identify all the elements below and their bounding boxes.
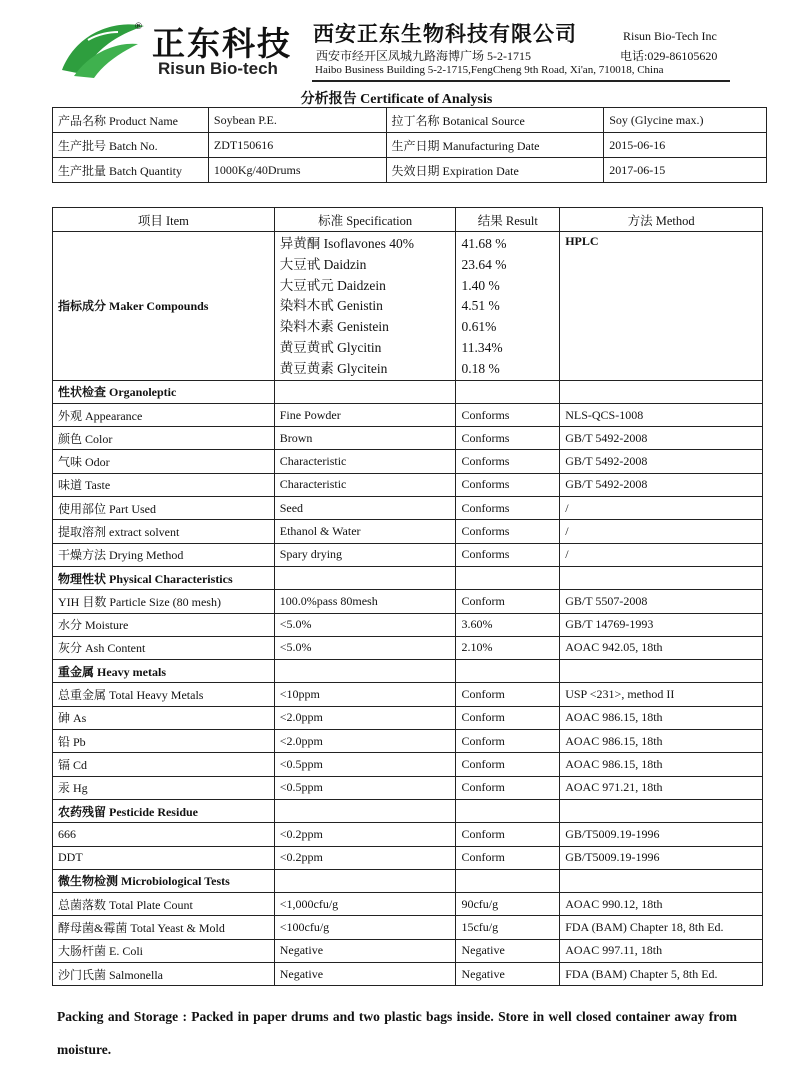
- info-label: 产品名称 Product Name: [53, 108, 209, 133]
- result-cell: Negative: [456, 963, 560, 986]
- item-cell: 灰分 Ash Content: [53, 636, 275, 659]
- empty-cell: [560, 869, 763, 892]
- assay-spec: 黄豆黄素 Glycitein: [279, 360, 388, 376]
- result-cell: 90cfu/g: [456, 893, 560, 916]
- item-cell: 大肠杆菌 E. Coli: [53, 939, 275, 962]
- table-row: [53, 497, 763, 520]
- empty-cell: [456, 380, 560, 403]
- info-label: 失效日期 Expiration Date: [386, 158, 604, 183]
- spec-cell: Fine Powder: [274, 403, 456, 426]
- spec-cell: Ethanol & Water: [274, 520, 456, 543]
- assay-spec: 黄豆黄甙 Glycitin: [279, 339, 382, 355]
- result-cell: Conform: [456, 706, 560, 729]
- assay-spec: 染料木素 Genistein: [279, 319, 389, 335]
- method-cell: GB/T5009.19-1996: [560, 823, 763, 846]
- column-header: 结果 Result: [456, 208, 560, 232]
- result-cell: Conforms: [456, 403, 560, 426]
- address-cn: 西安市经开区凤城九路海博广场 5-2-1715: [316, 49, 531, 63]
- result-cell: Conform: [456, 753, 560, 776]
- empty-cell: [456, 869, 560, 892]
- document-title: 分析报告 Certificate of Analysis: [300, 92, 493, 107]
- spec-cell: <5.0%: [274, 636, 456, 659]
- info-row: [53, 108, 767, 133]
- item-cell: DDT: [53, 846, 275, 869]
- result-cell: Conforms: [456, 543, 560, 566]
- item-cell: 水分 Moisture: [53, 613, 275, 636]
- assay-result: 23.64 %: [461, 256, 507, 272]
- table-row: [53, 846, 763, 869]
- assay-result: 41.68 %: [461, 236, 507, 251]
- info-label: 生产批量 Batch Quantity: [53, 158, 209, 183]
- table-row: [53, 823, 763, 846]
- method-cell: GB/T5009.19-1996: [560, 846, 763, 869]
- assay-row: [53, 232, 763, 381]
- phone-number: 电话:029-86105620: [620, 49, 718, 63]
- empty-cell: [456, 799, 560, 822]
- section-header-row: [53, 566, 763, 589]
- spec-cell: <0.5ppm: [274, 776, 456, 799]
- item-cell: YIH 目数 Particle Size (80 mesh): [53, 590, 275, 613]
- info-row: [53, 158, 767, 183]
- method-cell: AOAC 971.21, 18th: [560, 776, 763, 799]
- method-cell: GB/T 5492-2008: [560, 473, 763, 496]
- item-cell: 沙门氏菌 Salmonella: [53, 963, 275, 986]
- assay-result: 1.40 %: [461, 277, 500, 293]
- column-header: 方法 Method: [560, 208, 763, 232]
- result-cell: Conforms: [456, 427, 560, 450]
- empty-cell: [274, 566, 456, 589]
- company-name-en: Risun Bio-Tech Inc: [623, 29, 717, 43]
- info-value: 1000Kg/40Drums: [208, 158, 386, 183]
- method-cell: AOAC 986.15, 18th: [560, 730, 763, 753]
- item-cell: 味道 Taste: [53, 473, 275, 496]
- table-row: [53, 590, 763, 613]
- method-cell: /: [560, 520, 763, 543]
- empty-cell: [274, 869, 456, 892]
- table-row: [53, 520, 763, 543]
- empty-cell: [456, 566, 560, 589]
- table-row: [53, 427, 763, 450]
- table-row: [53, 730, 763, 753]
- result-cell: Conform: [456, 590, 560, 613]
- method-cell: USP <231>, method II: [560, 683, 763, 706]
- spec-cell: <0.2ppm: [274, 823, 456, 846]
- method-cell: GB/T 14769-1993: [560, 613, 763, 636]
- result-cell: 3.60%: [456, 613, 560, 636]
- table-row: [53, 683, 763, 706]
- empty-cell: [274, 660, 456, 683]
- result-cell: Conforms: [456, 473, 560, 496]
- result-cell: 2.10%: [456, 636, 560, 659]
- table-header-row: [53, 208, 763, 232]
- assay-method: HPLC: [560, 232, 763, 381]
- result-cell: Conform: [456, 776, 560, 799]
- spec-cell: Seed: [274, 497, 456, 520]
- item-cell: 干燥方法 Drying Method: [53, 543, 275, 566]
- method-cell: NLS-QCS-1008: [560, 403, 763, 426]
- section-header-row: [53, 799, 763, 822]
- method-cell: AOAC 990.12, 18th: [560, 893, 763, 916]
- info-label: 拉丁名称 Botanical Source: [386, 108, 604, 133]
- spec-cell: <2.0ppm: [274, 706, 456, 729]
- empty-cell: [560, 566, 763, 589]
- info-value: ZDT150616: [208, 133, 386, 158]
- assay-label: 指标成分 Maker Compounds: [53, 232, 275, 381]
- assay-result: 0.61%: [461, 319, 497, 335]
- analysis-table: [52, 207, 763, 986]
- item-cell: 砷 As: [53, 706, 275, 729]
- method-cell: /: [560, 497, 763, 520]
- empty-cell: [560, 799, 763, 822]
- item-cell: 总重金属 Total Heavy Metals: [53, 683, 275, 706]
- item-cell: 铅 Pb: [53, 730, 275, 753]
- spec-cell: Spary drying: [274, 543, 456, 566]
- result-cell: Conform: [456, 730, 560, 753]
- spec-cell: <100cfu/g: [274, 916, 456, 939]
- method-cell: FDA (BAM) Chapter 18, 8th Ed.: [560, 916, 763, 939]
- item-cell: 提取溶剂 extract solvent: [53, 520, 275, 543]
- spec-cell: <5.0%: [274, 613, 456, 636]
- empty-cell: [274, 799, 456, 822]
- table-row: [53, 893, 763, 916]
- section-header-row: [53, 380, 763, 403]
- method-cell: GB/T 5492-2008: [560, 427, 763, 450]
- packing-storage-note: Packing and Storage : Packed in paper drums and two plastic bags inside. Store in well closed container away from moisture.: [57, 1009, 737, 1057]
- spec-cell: Negative: [274, 963, 456, 986]
- company-name-cn: 西安正东生物科技有限公司: [313, 21, 577, 46]
- info-value: 2015-06-16: [604, 133, 767, 158]
- product-info-table: [52, 107, 767, 183]
- table-row: [53, 753, 763, 776]
- empty-cell: [560, 660, 763, 683]
- info-label: 生产日期 Manufacturing Date: [386, 133, 604, 158]
- section-title: 重金属 Heavy metals: [53, 660, 275, 683]
- spec-cell: 100.0%pass 80mesh: [274, 590, 456, 613]
- spec-cell: Characteristic: [274, 450, 456, 473]
- item-cell: 镉 Cd: [53, 753, 275, 776]
- spec-cell: <2.0ppm: [274, 730, 456, 753]
- info-label: 生产批号 Batch No.: [53, 133, 209, 158]
- brand-name-cn: 正东科技: [152, 24, 292, 63]
- assay-result: 0.18 %: [461, 360, 500, 376]
- result-cell: Conforms: [456, 450, 560, 473]
- registered-mark: ®: [134, 22, 143, 32]
- assay-result: 4.51 %: [461, 298, 500, 314]
- spec-cell: <1,000cfu/g: [274, 893, 456, 916]
- assay-spec: 大豆甙元 Daidzein: [279, 277, 386, 293]
- assay-spec-list: [274, 232, 456, 381]
- item-cell: 666: [53, 823, 275, 846]
- brand-name-en: Risun Bio-tech: [158, 59, 278, 78]
- method-cell: AOAC 942.05, 18th: [560, 636, 763, 659]
- address-en: Haibo Business Building 5-2-1715,FengCheng 9th Road, Xi'an, 710018, China: [315, 64, 664, 76]
- method-cell: FDA (BAM) Chapter 5, 8th Ed.: [560, 963, 763, 986]
- column-header: 标准 Specification: [274, 208, 456, 232]
- result-cell: Negative: [456, 939, 560, 962]
- method-cell: AOAC 997.11, 18th: [560, 939, 763, 962]
- method-cell: GB/T 5507-2008: [560, 590, 763, 613]
- result-cell: Conforms: [456, 497, 560, 520]
- section-title: 农药残留 Pesticide Residue: [53, 799, 275, 822]
- section-title: 性状检查 Organoleptic: [53, 380, 275, 403]
- spec-cell: Negative: [274, 939, 456, 962]
- result-cell: Conform: [456, 823, 560, 846]
- section-header-row: [53, 660, 763, 683]
- table-row: [53, 450, 763, 473]
- spec-cell: <0.5ppm: [274, 753, 456, 776]
- assay-result-list: [456, 232, 560, 381]
- table-row: [53, 636, 763, 659]
- empty-cell: [274, 380, 456, 403]
- section-title: 物理性状 Physical Characteristics: [53, 566, 275, 589]
- section-title: 微生物检测 Microbiological Tests: [53, 869, 275, 892]
- method-cell: AOAC 986.15, 18th: [560, 753, 763, 776]
- result-cell: Conform: [456, 683, 560, 706]
- assay-spec: 异黄酮 Isoflavones 40%: [279, 236, 414, 251]
- table-row: [53, 706, 763, 729]
- column-header: 项目 Item: [53, 208, 275, 232]
- table-row: [53, 939, 763, 962]
- section-header-row: [53, 869, 763, 892]
- method-cell: GB/T 5492-2008: [560, 450, 763, 473]
- result-cell: Conform: [456, 846, 560, 869]
- item-cell: 汞 Hg: [53, 776, 275, 799]
- header-divider: [312, 80, 730, 82]
- result-cell: Conforms: [456, 520, 560, 543]
- result-cell: 15cfu/g: [456, 916, 560, 939]
- info-value: 2017-06-15: [604, 158, 767, 183]
- table-row: [53, 613, 763, 636]
- table-row: [53, 543, 763, 566]
- item-cell: 外观 Appearance: [53, 403, 275, 426]
- empty-cell: [456, 660, 560, 683]
- empty-cell: [560, 380, 763, 403]
- spec-cell: Characteristic: [274, 473, 456, 496]
- table-row: [53, 916, 763, 939]
- assay-spec: 大豆甙 Daidzin: [279, 256, 367, 272]
- table-row: [53, 776, 763, 799]
- assay-spec: 染料木甙 Genistin: [279, 298, 383, 314]
- item-cell: 使用部位 Part Used: [53, 497, 275, 520]
- assay-result: 11.34%: [461, 339, 503, 355]
- letterhead: [0, 0, 793, 88]
- table-row: [53, 403, 763, 426]
- item-cell: 总菌落数 Total Plate Count: [53, 893, 275, 916]
- info-value: Soybean P.E.: [208, 108, 386, 133]
- spec-cell: <10ppm: [274, 683, 456, 706]
- method-cell: /: [560, 543, 763, 566]
- table-row: [53, 473, 763, 496]
- info-value: Soy (Glycine max.): [604, 108, 767, 133]
- info-row: [53, 133, 767, 158]
- spec-cell: <0.2ppm: [274, 846, 456, 869]
- method-cell: AOAC 986.15, 18th: [560, 706, 763, 729]
- item-cell: 气味 Odor: [53, 450, 275, 473]
- item-cell: 酵母菌&霉菌 Total Yeast & Mold: [53, 916, 275, 939]
- spec-cell: Brown: [274, 427, 456, 450]
- item-cell: 颜色 Color: [53, 427, 275, 450]
- table-row: [53, 963, 763, 986]
